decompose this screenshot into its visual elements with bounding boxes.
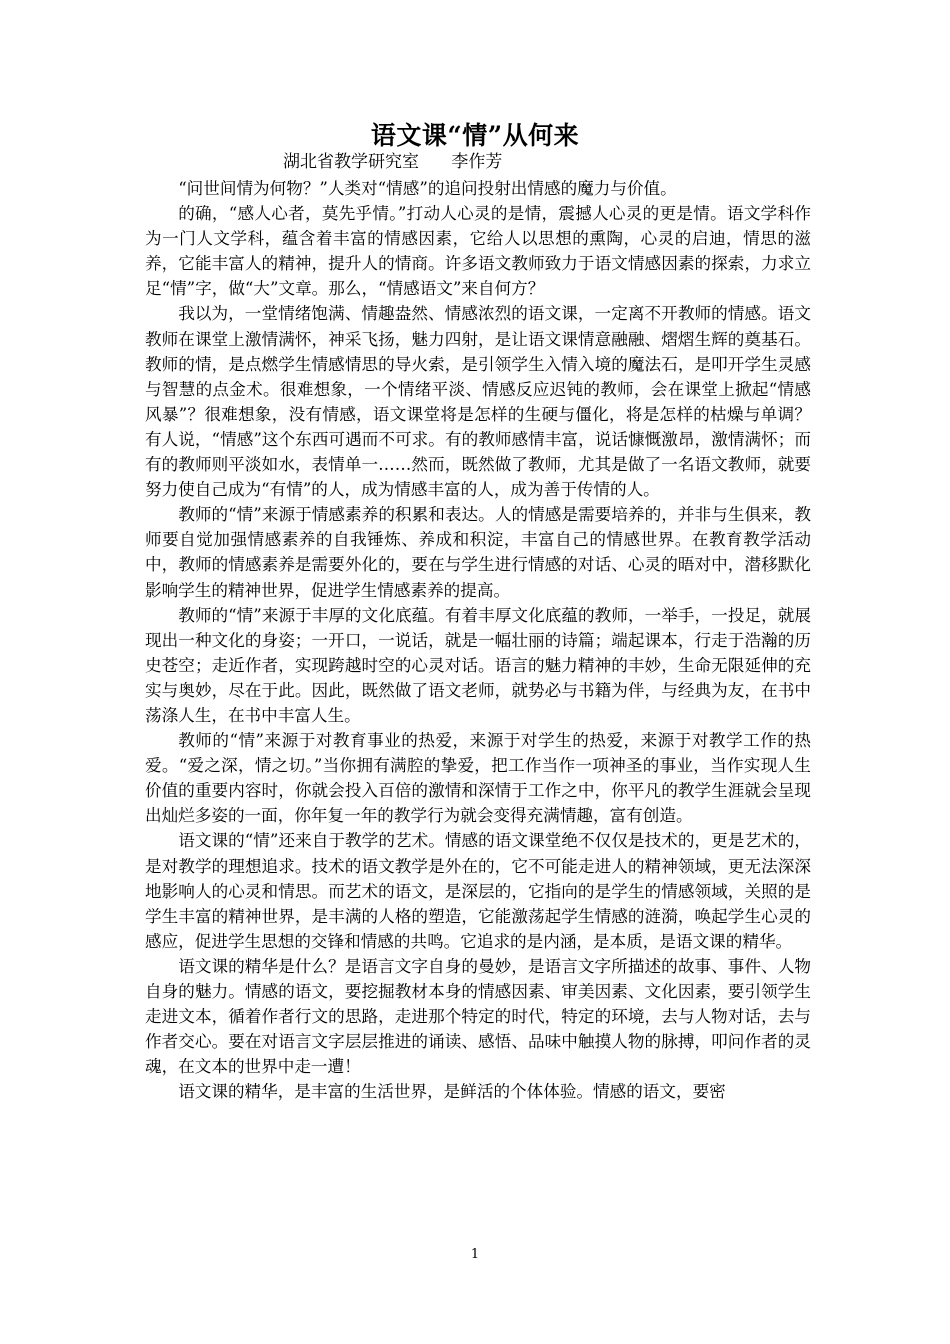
paragraph: 语文课的精华，是丰富的生活世界，是鲜活的个体体验。情感的语文，要密 <box>178 1082 726 1102</box>
document-title: 语文课“情”从何来 <box>370 121 580 150</box>
author-byline: 湖北省教学研究室 李作芳 <box>283 152 503 172</box>
paragraph: 我以为，一堂情绪饱满、情趣盎然、情感浓烈的语文课，一定离不开教师的情感。语文教师在课堂上激情满怀，神采飞扬，魅力四射，是让语文课情意融融、熠熠生辉的奠基石。教师的情，是点燃学生情感情思的导火索，是引领学生入情入境的魔法石，是叩开学生灵感与智慧的点金术。很难想象，一个情绪平淡、情感反应迟钝的教师，会在课堂上掀起“情感风暴”？很难想象，没有情感，语文课堂将是怎样的生硬与僵化，将是怎样的枯燥与单调？有人说，“情感”这个东西可遇而不可求。有的教师感情丰富，说话慷慨激昂，激情满怀；而有的教师则平淡如水，表情单一……然而，既然做了教师，尤其是做了一名语文教师，就要努力使自己成为“有情”的人，成为情感丰富的人，成为善于传情的人。 <box>145 304 811 500</box>
paragraph: 教师的“情”来源于对教育事业的热爱，来源于对学生的热爱，来源于对教学工作的热爱。“爱之深，情之切。”当你拥有满腔的挚爱，把工作当作一项神圣的事业，当作实现人生价值的重要内容时，你就会投入百倍的激情和深情于工作之中，你平凡的教学生涯就会呈现出灿烂多姿的一面，你年复一年的教学行为就会变得充满情趣，富有创造。 <box>145 731 811 826</box>
article-body <box>145 176 811 1104</box>
paragraph: 语文课的精华是什么？是语言文字自身的曼妙，是语言文字所描述的故事、事件、人物自身的魅力。情感的语文，要挖掘教材本身的情感因素、审美因素、文化因素，要引领学生走进文本，循着作者行文的思路，走进那个特定的时代，特定的环境，去与人物对话，去与作者交心。要在对语言文字层层推进的诵读、感悟、品味中触摸人物的脉搏，叩问作者的灵魂，在文本的世界中走一遭！ <box>145 956 811 1077</box>
paragraph: “问世间情为何物？”人类对“情感”的追问投射出情感的魔力与价值。 <box>178 179 677 198</box>
page-number: 1 <box>470 1247 480 1262</box>
paragraph: 的确，“感人心者，莫先乎情。”打动人心灵的是情，震撼人心灵的更是情。语文学科作为一门人文学科，蕴含着丰富的情感因素，它给人以思想的熏陶，心灵的启迪，情思的滋养，它能丰富人的精神，提升人的情商。许多语文教师致力于语文情感因素的探索，力求立足“情”字，做“大”文章。那么，“情感语文”来自何方？ <box>145 204 811 299</box>
paragraph: 教师的“情”来源于情感素养的积累和表达。人的情感是需要培养的，并非与生俱来，教师要自觉加强情感素养的自我锤炼、养成和积淀，丰富自己的情感世界。在教育教学活动中，教师的情感素养是需要外化的，要在与学生进行情感的对话、心灵的晤对中，潜移默化影响学生的精神世界，促进学生情感素养的提高。 <box>145 505 811 600</box>
paragraph: 教师的“情”来源于丰厚的文化底蕴。有着丰厚文化底蕴的教师，一举手，一投足，就展现出一种文化的身姿；一开口，一说话，就是一幅壮丽的诗篇；端起课本，行走于浩瀚的历史苍空；走近作者，实现跨越时空的心灵对话。语言的魅力精神的丰妙，生命无限延伸的充实与奥妙，尽在于此。因此，既然做了语文老师，就势必与书籍为伴，与经典为友，在书中荡涤人生，在书中丰富人生。 <box>145 605 811 725</box>
paragraph: 语文课的“情”还来自于教学的艺术。情感的语文课堂绝不仅仅是技术的，更是艺术的，是对教学的理想追求。技术的语文教学是外在的，它不可能走进人的精神领域，更无法深深地影响人的心灵和情思。而艺术的语文，是深层的，它指向的是学生的情感领域，关照的是学生丰富的精神世界，是丰满的人格的塑造，它能激荡起学生情感的涟漪，唤起学生心灵的感应，促进学生思想的交锋和情感的共鸣。它追求的是内涵，是本质，是语文课的精华。 <box>145 831 811 951</box>
